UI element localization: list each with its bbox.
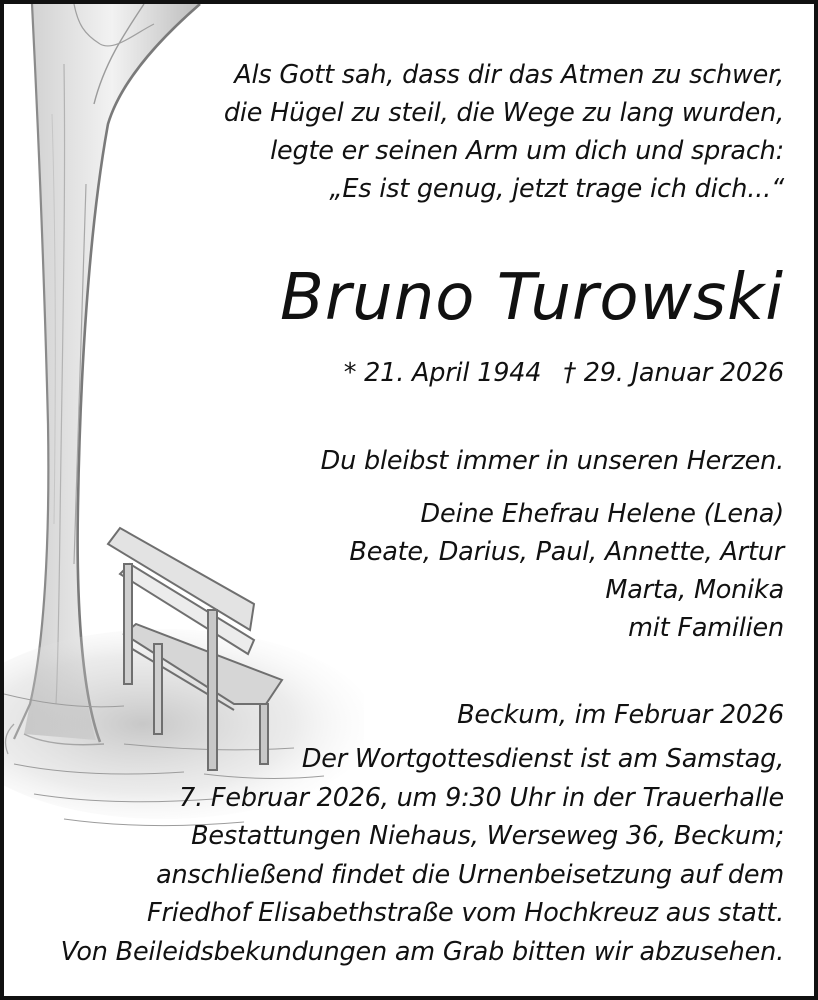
service-line: Von Beileidsbekundungen am Grab bitten wir abzusehen. bbox=[60, 936, 784, 967]
verse-line: legte er seinen Arm um dich und sprach: bbox=[270, 136, 784, 166]
memorial-motto: Du bleibst immer in unseren Herzen. bbox=[320, 446, 784, 476]
verse-line: „Es ist genug, jetzt trage ich dich...“ bbox=[329, 174, 784, 204]
memorial-verse bbox=[224, 56, 784, 208]
mourners-line: mit Familien bbox=[628, 613, 784, 643]
mourners-line: Beate, Darius, Paul, Annette, Artur bbox=[349, 537, 784, 567]
verse-line: die Hügel zu steil, die Wege zu lang wurden, bbox=[223, 98, 784, 128]
service-details bbox=[61, 740, 784, 971]
deceased-name: Bruno Turowski bbox=[279, 261, 784, 335]
mourners-line: Marta, Monika bbox=[605, 575, 784, 605]
service-line: Friedhof Elisabethstraße vom Hochkreuz aus statt. bbox=[146, 898, 784, 928]
life-dates bbox=[344, 354, 784, 392]
place-and-date: Beckum, im Februar 2026 bbox=[457, 700, 784, 730]
birth-date: * 21. April 1944 bbox=[343, 358, 542, 388]
service-line: anschließend findet die Urnenbeisetzung auf dem bbox=[156, 859, 784, 890]
mourners-list bbox=[349, 495, 784, 647]
death-date: † 29. Januar 2026 bbox=[563, 358, 784, 388]
service-line: Der Wortgottesdienst ist am Samstag, bbox=[301, 744, 784, 774]
service-line: 7. Februar 2026, um 9:30 Uhr in der Trauerhalle bbox=[179, 782, 784, 813]
verse-line: Als Gott sah, dass dir das Atmen zu schwer, bbox=[234, 60, 784, 90]
service-line: Bestattungen Niehaus, Werseweg 36, Beckum; bbox=[191, 821, 784, 851]
mourners-line: Deine Ehefrau Helene (Lena) bbox=[420, 499, 784, 529]
